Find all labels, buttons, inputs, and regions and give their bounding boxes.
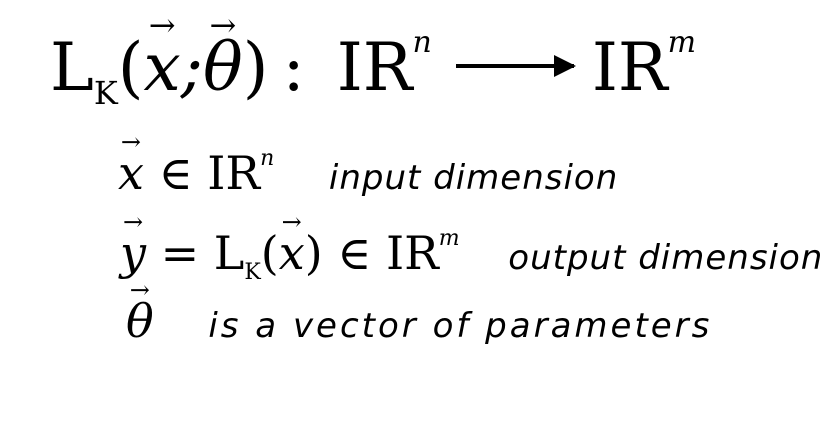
set-symbol: IR (207, 146, 261, 200)
close-paren: ) (242, 29, 269, 106)
set-exponent: n (260, 146, 275, 171)
open-paren: ( (117, 29, 144, 106)
function-subscript: K (244, 260, 261, 285)
codomain-set: IR (591, 29, 668, 106)
function-subscript: K (93, 74, 118, 112)
set-exponent: m (438, 226, 460, 251)
output-description: output dimension (508, 238, 823, 278)
function-letter: L (213, 226, 245, 280)
element-of: ∈ (337, 226, 372, 280)
definition-output: → $y = L_K(\to x)$ ∈ $IR^m$ output dimension (120, 228, 823, 284)
parameter-description: is a vector of parameters (208, 306, 713, 346)
main-equation (50, 25, 697, 112)
output-vector-symbol: → y (120, 230, 146, 276)
definition-parameters (126, 294, 713, 348)
equals-sign: = (160, 226, 200, 280)
element-of: ∈ (158, 146, 193, 200)
parameter-vector-symbol: → θ (203, 35, 243, 101)
maps-to-arrow-icon (456, 64, 574, 68)
function-letter: L (50, 29, 94, 106)
separator: ; (180, 29, 203, 106)
input-vector-symbol: → x (279, 230, 305, 276)
colon: : (282, 29, 305, 106)
definition-input (118, 146, 619, 200)
parameter-vector-symbol: → θ (126, 298, 154, 344)
codomain-exponent: m (667, 25, 697, 60)
input-vector-symbol: → x (118, 150, 144, 196)
domain-set: IR (336, 29, 413, 106)
input-description: input dimension (328, 158, 619, 198)
input-vector-symbol: → x (143, 35, 180, 101)
set-symbol: IR (385, 226, 439, 280)
domain-exponent: n (412, 25, 432, 60)
